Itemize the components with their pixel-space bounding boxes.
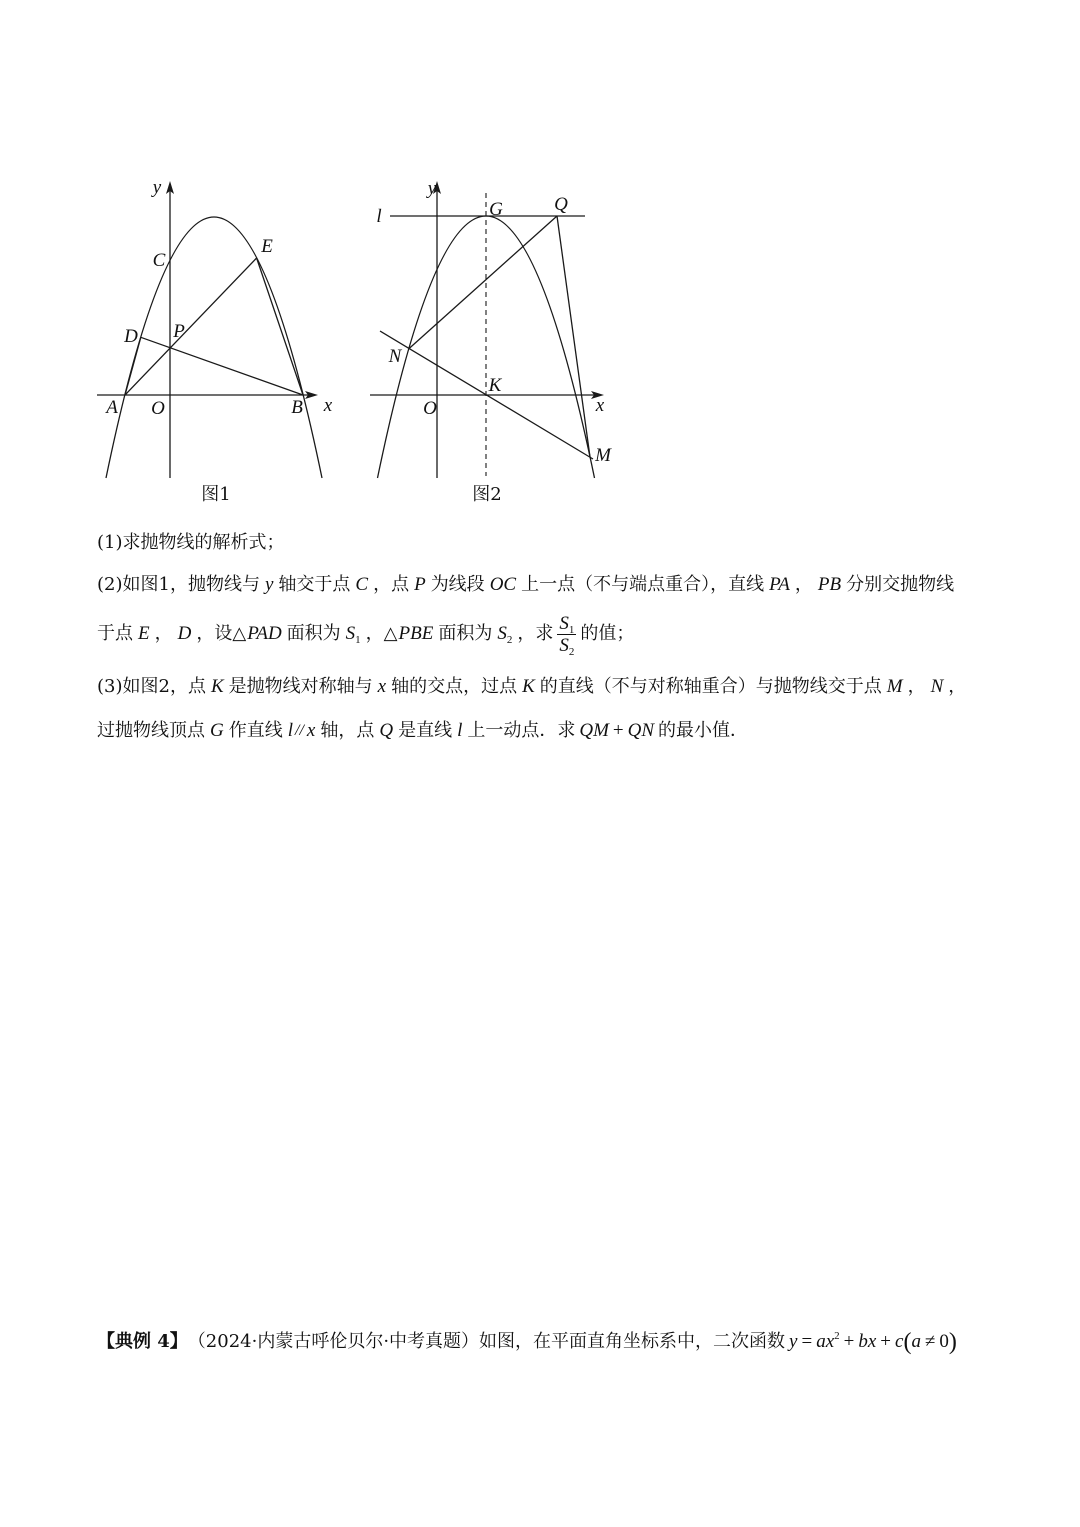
label-C: C — [152, 250, 166, 271]
var-OC: OC — [489, 574, 517, 595]
label-Q: Q — [554, 194, 568, 215]
plus-sign: + — [612, 720, 624, 741]
close-paren: ) — [948, 1329, 957, 1355]
var-S1 — [346, 612, 361, 656]
var-a: a — [911, 1331, 921, 1352]
var-y: y — [789, 1331, 798, 1352]
var-bx: bx — [858, 1331, 877, 1352]
text-run: ， — [907, 676, 926, 697]
zero: 0 — [939, 1331, 949, 1352]
text-run: 轴，点 — [320, 720, 375, 741]
part1-line — [97, 531, 285, 555]
segment-EB — [257, 258, 303, 395]
label-M: M — [595, 445, 611, 466]
var-Q: Q — [379, 720, 394, 741]
var-S2 — [497, 612, 512, 656]
text-run: 于点 — [97, 623, 133, 644]
text-run: ，求 — [517, 623, 554, 644]
label-x: x — [323, 395, 333, 416]
var-S: S — [559, 634, 569, 656]
label-O: O — [423, 398, 437, 419]
label-E: E — [261, 236, 273, 257]
label-D: D — [124, 326, 138, 347]
var-PB: PB — [817, 574, 842, 595]
text-run: ，点 — [373, 574, 410, 595]
text-run: 的直线（不与对称轴重合）与抛物线交于点 — [539, 676, 882, 697]
text-run: ，设△ — [196, 623, 247, 644]
text-run: 上一点（不与端点重合），直线 — [521, 574, 765, 595]
subscript: 2 — [568, 645, 575, 658]
label-x: x — [595, 395, 605, 416]
var-S: S — [345, 623, 356, 644]
var-l: l — [287, 720, 294, 741]
not-equal-sign: ≠ — [924, 1331, 936, 1352]
var-K: K — [210, 676, 224, 697]
term-ax — [816, 1328, 839, 1356]
text-run: 的值； — [580, 623, 635, 644]
line-AE — [125, 258, 257, 395]
label-B: B — [291, 397, 303, 418]
label-P: P — [173, 321, 185, 342]
figure-1-caption: 图1 — [201, 484, 231, 505]
text-run: 轴交于点 — [278, 574, 351, 595]
fraction-denominator — [557, 635, 576, 656]
text-run: 作直线 — [228, 720, 283, 741]
text-run: ，△ — [365, 623, 398, 644]
line-QM — [557, 216, 590, 457]
fraction-S1-over-S2 — [557, 613, 576, 656]
subscript: 1 — [568, 623, 575, 636]
text-run: (3)如图2，点 — [97, 676, 206, 697]
part2-line1 — [97, 573, 954, 597]
text-run: （2024·内蒙古呼伦贝尔·中考真题）如图，在平面直角坐标系中，二次函数 — [187, 1331, 786, 1352]
text-run: 的最小值． — [658, 720, 749, 741]
figure-2-caption: 图2 — [472, 484, 502, 505]
line-DB — [141, 337, 303, 395]
text-run: 是直线 — [398, 720, 453, 741]
var-x: x — [377, 676, 387, 697]
var-y: y — [264, 574, 274, 595]
part3-line2 — [97, 719, 748, 743]
part3-line1 — [97, 675, 966, 699]
text-run: (2)如图1，抛物线与 — [97, 574, 260, 595]
equals-sign: = — [801, 1331, 813, 1352]
var-x: x — [306, 720, 316, 741]
text-run: 是抛物线对称轴与 — [228, 676, 373, 697]
text-run: 为线段 — [430, 574, 485, 595]
var-C: C — [355, 574, 369, 595]
label-N: N — [388, 346, 402, 367]
var-N: N — [930, 676, 944, 697]
var-M: M — [886, 676, 903, 697]
subscript: 2 — [506, 634, 513, 646]
plus-sign: + — [880, 1331, 892, 1352]
text-run: ， — [154, 623, 173, 644]
var-S: S — [559, 612, 569, 634]
var-G: G — [210, 720, 224, 741]
label-K: K — [488, 375, 502, 396]
var-QN: QN — [627, 720, 655, 741]
example4-line — [97, 1328, 957, 1356]
text-run: 面积为 — [286, 623, 341, 644]
var-S: S — [497, 623, 507, 644]
figure-2 — [360, 170, 620, 490]
label-G: G — [489, 199, 503, 220]
var-PA: PA — [769, 574, 790, 595]
var-K: K — [522, 676, 535, 697]
parallel-symbol: // — [295, 722, 304, 739]
var-D: D — [177, 623, 192, 644]
label-O: O — [151, 398, 165, 419]
var-PBE: PBE — [398, 623, 434, 644]
var-PAD: PAD — [247, 623, 282, 644]
label-y: y — [427, 178, 437, 199]
text-run: 过抛物线顶点 — [97, 720, 205, 741]
text-run: 分别交抛物线 — [846, 574, 955, 595]
var-ax: ax — [816, 1331, 835, 1352]
part2-line2 — [97, 612, 634, 656]
fraction-numerator — [557, 613, 576, 635]
text-run: 轴的交点，过点 — [391, 676, 518, 697]
label-A: A — [106, 397, 118, 418]
text-run: ， — [794, 574, 813, 595]
var-c: c — [895, 1331, 904, 1352]
var-l: l — [457, 720, 463, 741]
example-tag: 【典例 4】 — [97, 1331, 188, 1352]
label-y: y — [152, 177, 162, 198]
plus-sign: + — [843, 1331, 855, 1352]
text-run: ， — [948, 676, 967, 697]
text-run: 面积为 — [438, 623, 493, 644]
var-QM: QM — [579, 720, 609, 741]
exponent: 2 — [834, 1330, 840, 1342]
text-run: 上一动点．求 — [467, 720, 576, 741]
text-run: (1)求抛物线的解析式； — [97, 532, 285, 553]
var-E: E — [138, 623, 150, 644]
subscript: 1 — [355, 634, 361, 646]
figure-1 — [90, 170, 340, 490]
var-P: P — [414, 574, 426, 595]
open-paren: ( — [903, 1329, 912, 1355]
label-l: l — [376, 206, 382, 227]
